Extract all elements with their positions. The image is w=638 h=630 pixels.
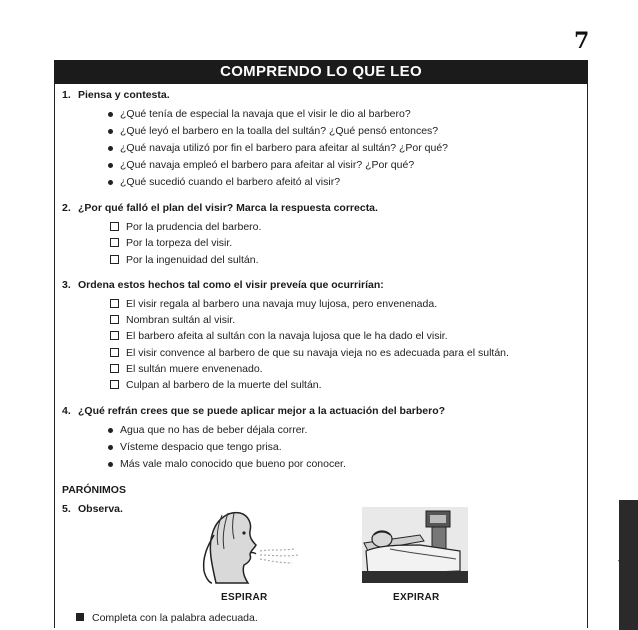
checkbox-option[interactable]: [110, 361, 582, 377]
question-title: Ordena estos hechos tal como el visir preveía que ocurrirían:: [78, 278, 384, 291]
illustration-caption: ESPIRAR: [221, 592, 268, 603]
exercise-content: [62, 88, 582, 517]
checkbox-option[interactable]: [110, 235, 582, 251]
list-item: ¿Qué navaja utilizó por fin el barbero para afeitar al sultán? ¿Por qué?: [106, 140, 582, 157]
option-label: El visir regala al barbero una navaja muy lujosa, pero envenenada.: [126, 297, 438, 310]
question-title: Piensa y contesta.: [78, 89, 170, 101]
question-number: 5.: [62, 502, 71, 515]
bedridden-man-illustration: [360, 505, 470, 585]
section-header: COMPRENDO LO QUE LEO: [54, 60, 588, 84]
list-item: Más vale malo conocido que bueno por conocer.: [106, 456, 582, 473]
question-number: 4.: [62, 404, 71, 417]
checkbox-option[interactable]: [110, 345, 582, 361]
list-item: Agua que no has de beber déjala correr.: [106, 422, 582, 439]
side-tab: [600, 500, 638, 630]
checkbox-option[interactable]: [110, 219, 582, 235]
question-1: [62, 88, 582, 191]
checkbox[interactable]: [110, 348, 119, 357]
option-label: Nombran sultán al visir.: [126, 314, 236, 327]
question-title: ¿Qué refrán crees que se puede aplicar mejor a la actuación del barbero?: [78, 404, 446, 417]
question-title: Observa.: [78, 502, 123, 515]
side-tab-bar: [619, 500, 638, 630]
exhaling-person-illustration: [198, 505, 308, 585]
checkbox[interactable]: [110, 315, 119, 324]
question-number: 3.: [62, 278, 71, 291]
instruction-text: Completa con la palabra adecuada.: [92, 612, 258, 624]
checkbox[interactable]: [110, 299, 119, 308]
page-number: 7: [574, 28, 590, 54]
list-item: ¿Qué tenía de especial la navaja que el visir le dio al barbero?: [106, 106, 582, 123]
square-bullet-icon: [76, 613, 84, 621]
question-number: 1.: [62, 89, 71, 101]
checkbox[interactable]: [110, 222, 119, 231]
question-5: [62, 502, 582, 517]
question-title: ¿Por qué falló el plan del visir? Marca la respuesta correcta.: [78, 202, 378, 214]
option-label: Por la prudencia del barbero.: [126, 221, 262, 233]
checkbox-list: [62, 296, 582, 394]
section-label: PARÓNIMOS: [62, 483, 126, 496]
option-label: El sultán muere envenenado.: [126, 363, 263, 376]
list-item: ¿Qué leyó el barbero en la toalla del sultán? ¿Qué pensó entonces?: [106, 123, 582, 140]
checkbox-option[interactable]: [110, 312, 582, 328]
question-2: [62, 201, 582, 268]
checkbox-list: [62, 219, 582, 268]
question-list: [62, 422, 582, 473]
checkbox[interactable]: [110, 238, 119, 247]
question-4: [62, 404, 582, 473]
list-item: ¿Qué navaja empleó el barbero para afeitar al visir? ¿Por qué?: [106, 157, 582, 174]
checkbox-option[interactable]: [110, 377, 582, 393]
option-label: Por la torpeza del visir.: [126, 237, 233, 250]
question-3: [62, 278, 582, 394]
option-label: El barbero afeita al sultán con la navaja lujosa que le ha dado el visir.: [126, 330, 448, 343]
checkbox-option[interactable]: [110, 252, 582, 268]
checkbox[interactable]: [110, 255, 119, 264]
question-list: [62, 106, 582, 191]
illustration-caption: EXPIRAR: [393, 592, 440, 603]
option-label: El visir convence al barbero de que su navaja vieja no es adecuada para el sultán.: [126, 346, 509, 359]
instruction: [76, 612, 258, 624]
list-item: ¿Qué sucedió cuando el barbero afeitó al visir?: [106, 174, 582, 191]
checkbox[interactable]: [110, 380, 119, 389]
option-label: Culpan al barbero de la muerte del sultán.: [126, 379, 322, 392]
option-label: Por la ingenuidad del sultán.: [126, 253, 259, 266]
checkbox[interactable]: [110, 331, 119, 340]
list-item: Vísteme despacio que tengo prisa.: [106, 439, 582, 456]
checkbox[interactable]: [110, 364, 119, 373]
checkbox-option[interactable]: [110, 328, 582, 344]
checkbox-option[interactable]: [110, 296, 582, 312]
question-number: 2.: [62, 202, 71, 214]
